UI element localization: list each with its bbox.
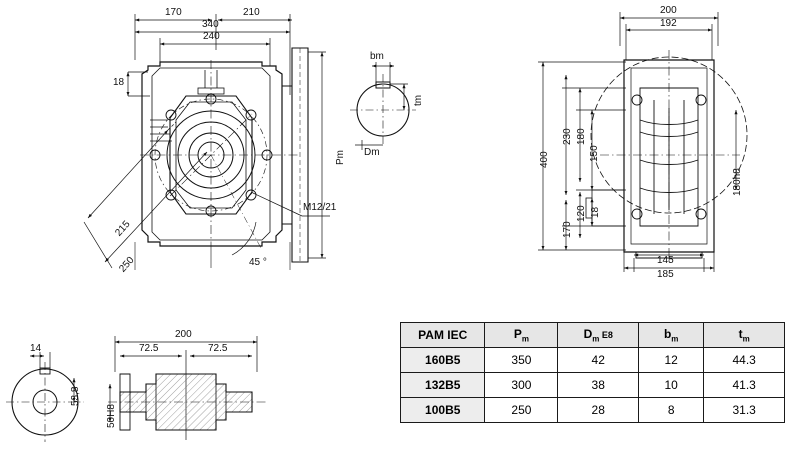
dim-50h8: 50H8 <box>106 404 117 428</box>
col-pm: $P_m$ <box>485 323 558 348</box>
table-row <box>401 373 785 398</box>
table-header-row <box>401 323 785 348</box>
cell-bm: 8 <box>639 398 704 423</box>
dim-210: 210 <box>243 7 260 18</box>
dim-340: 340 <box>202 19 219 30</box>
dim-dm: Dm <box>364 147 380 158</box>
cell-dm: 38 <box>558 373 639 398</box>
dim-120: 120 <box>576 205 587 222</box>
cell-pm: 300 <box>485 373 558 398</box>
dim-240: 240 <box>203 31 220 42</box>
pam-iec-table <box>400 322 785 423</box>
dim-200-bottom: 200 <box>175 329 192 340</box>
col-bm: $b_m$ <box>639 323 704 348</box>
cell-pm: 250 <box>485 398 558 423</box>
col-tm: $t_m$ <box>704 323 785 348</box>
cell-bm: 10 <box>639 373 704 398</box>
dim-215: 215 <box>113 218 133 239</box>
dim-192: 192 <box>660 18 677 29</box>
table-row <box>401 348 785 373</box>
col-pam-iec: PAM IEC <box>401 323 485 348</box>
dim-72-5-right: 72.5 <box>208 343 228 354</box>
cell-dm: 42 <box>558 348 639 373</box>
cell-model: 100B5 <box>401 398 485 423</box>
dim-53-8: 53,8 <box>70 386 81 406</box>
cell-bm: 12 <box>639 348 704 373</box>
dim-200-side: 200 <box>660 5 677 16</box>
dim-bm: bm <box>370 51 384 62</box>
dim-185: 185 <box>657 269 674 280</box>
dim-230: 230 <box>562 128 573 145</box>
cell-dm: 28 <box>558 398 639 423</box>
dim-170: 170 <box>165 7 182 18</box>
dim-14: 14 <box>30 343 42 354</box>
dim-180h8: 180h8 <box>732 168 743 196</box>
dim-pm: Pm <box>335 150 346 165</box>
dim-400: 400 <box>539 151 550 168</box>
dim-180-side: 180 <box>576 128 587 145</box>
dim-250: 250 <box>117 254 137 275</box>
cell-tm: 41.3 <box>704 373 785 398</box>
dim-18-front: 18 <box>113 77 125 88</box>
cell-model: 132B5 <box>401 373 485 398</box>
table-row <box>401 398 785 423</box>
col-dm: $D_m$ E8 <box>558 323 639 348</box>
dim-72-5-left: 72.5 <box>139 343 159 354</box>
dim-18-side: 18 <box>590 206 601 218</box>
cell-pm: 350 <box>485 348 558 373</box>
thread-m12-21: M12/21 <box>303 202 337 213</box>
dim-150: 150 <box>589 145 600 162</box>
angle-45: 45 ° <box>249 257 267 268</box>
dim-145: 145 <box>657 255 674 266</box>
cell-tm: 44.3 <box>704 348 785 373</box>
cell-model: 160B5 <box>401 348 485 373</box>
dim-170-side: 170 <box>562 221 573 238</box>
dim-tm: tm <box>413 94 424 106</box>
cell-tm: 31.3 <box>704 398 785 423</box>
